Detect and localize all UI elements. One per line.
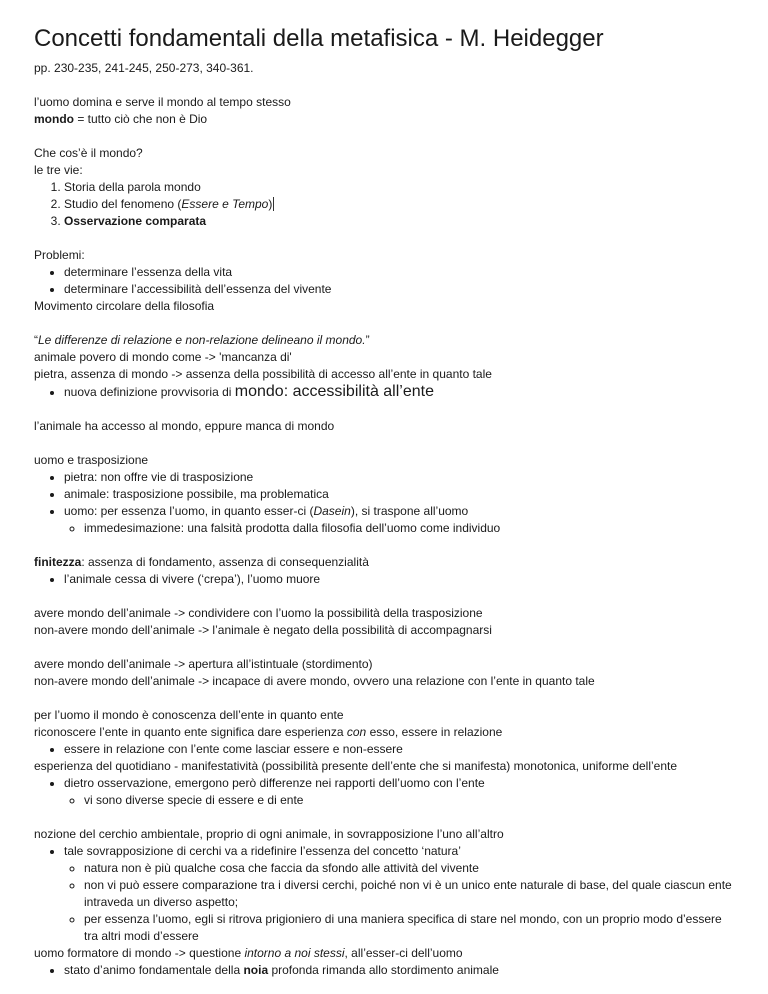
list-item: • uomo: per essenza l’uomo, in quanto esser-ci (Dasein), si traspone all’uomo ◦ immedesimazione: una falsità prodotta dalla filosofia dell’uomo come individuo (64, 503, 734, 537)
paragraph: le tre vie: (34, 163, 83, 177)
sub-list (64, 860, 734, 945)
paragraph: mondo = tutto ciò che non è Dio (34, 112, 208, 126)
bold-term: finitezza (34, 555, 82, 569)
ways-list (34, 179, 734, 230)
page-title: Concetti fondamentali della metafisica - M. Heidegger (34, 25, 604, 52)
list-item: • essere in relazione con l’ente come lasciar essere e non-essere (64, 741, 734, 758)
bullet-list (34, 775, 734, 809)
list-item: • dietro osservazione, emergono però differenze nei rapporti dell’uomo con l’ente ◦ vi sono diverse specie di essere e di ente (64, 775, 734, 809)
list-item: ◦ natura non è più qualche cosa che faccia da sfondo alle attività del vivente (84, 860, 734, 877)
paragraph: pietra, assenza di mondo -> assenza della possibilità di accesso all’ente in quanto tale (34, 367, 492, 381)
list-item: ◦ vi sono diverse specie di essere e di ente (84, 792, 734, 809)
section-heading: Problemi: (34, 248, 85, 262)
list-item: ◦ immedesimazione: una falsità prodotta dalla filosofia dell’uomo come individuo (84, 520, 734, 537)
paragraph: l’uomo domina e serve il mondo al tempo stesso (34, 95, 291, 109)
bullet-list (34, 962, 734, 979)
list-item: • nuova definizione provvisoria di mondo: accessibilità all’ente (64, 383, 734, 401)
paragraph: animale povero di mondo come -> 'mancanza di' (34, 350, 292, 364)
list-item: • pietra: non offre vie di trasposizione (64, 469, 734, 486)
bullet-list (34, 383, 734, 401)
bullet-list (34, 469, 734, 537)
bullet-list (34, 843, 734, 945)
list-item: • determinare l’essenza della vita (64, 264, 734, 281)
list-item: • stato d’animo fondamentale della noia profonda rimanda allo stordimento animale (64, 962, 734, 979)
bullet-list (34, 264, 734, 298)
paragraph: nozione del cerchio ambientale, proprio di ogni animale, in sovrapposizione l’uno all’altro (34, 827, 504, 841)
list-item: ◦ per essenza l’uomo, egli si ritrova prigioniero di una maniera specifica di stare nel mondo, con un proprio modo d’essere tra altri modi d’essere (84, 911, 734, 945)
list-item: 3. Osservazione comparata (64, 213, 734, 230)
bullet-list (34, 571, 734, 588)
paragraph: finitezza: assenza di fondamento, assenza di consequenzialità (34, 555, 369, 569)
paragraph: esperienza del quotidiano - manifestatività (possibilità presente dell’ente che si manifesta) monotonica, uniforme dell’ente (34, 759, 678, 773)
list-item: • tale sovrapposizione di cerchi va a ridefinire l’essenza del concetto ‘natura’ ◦ natura non è più qualche cosa che faccia da sfondo alle attività del vivente ◦ non vi può essere comparazione tra i diversi cerchi, poiché non vi è un unico ente naturale di base, del quale ciascun ente intraveda un diverso aspetto; ◦ per essenza l’uomo, egli si ritrova prigioniero di una maniera specifica di stare nel mondo, con un proprio modo d’essere tra altri modi d’essere (64, 843, 734, 945)
paragraph: avere mondo dell’animale -> apertura all’istintuale (stordimento) (34, 657, 373, 671)
paragraph: non-avere mondo dell’animale -> incapace di avere mondo, ovvero una relazione con l’ente in quanto tale (34, 674, 595, 688)
paragraph: avere mondo dell’animale -> condividere con l’uomo la possibilità della trasposizione (34, 606, 483, 620)
list-item: 2. Studio del fenomeno (Essere e Tempo) (64, 196, 734, 213)
bold-term: mondo (34, 112, 74, 126)
page-references: pp. 230-235, 241-245, 250-273, 340-361. (34, 61, 254, 75)
sub-list (64, 792, 734, 809)
section-heading: uomo e trasposizione (34, 453, 149, 467)
list-item: • l’animale cessa di vivere (‘crepa’), l’uomo muore (64, 571, 734, 588)
list-item: • determinare l’accessibilità dell’essenza del vivente (64, 281, 734, 298)
paragraph: non-avere mondo dell’animale -> l’animale è negato della possibilità di accompagnarsi (34, 623, 492, 637)
sub-list (64, 520, 734, 537)
paragraph: uomo formatore di mondo -> questione intorno a noi stessi, all’esser-ci dell’uomo (34, 946, 463, 960)
bullet-list (34, 741, 734, 758)
paragraph: riconoscere l’ente in quanto ente significa dare esperienza con esso, essere in relazione (34, 725, 503, 739)
list-item: 1. Storia della parola mondo (64, 179, 734, 196)
text-cursor: ) (268, 197, 273, 211)
quote: “Le differenze di relazione e non-relazione delineano il mondo.” (34, 333, 370, 347)
paragraph: per l’uomo il mondo è conoscenza dell’ente in quanto ente (34, 708, 344, 722)
question: Che cos’è il mondo? (34, 146, 143, 160)
paragraph: l’animale ha accesso al mondo, eppure manca di mondo (34, 419, 335, 433)
paragraph: Movimento circolare della filosofia (34, 299, 215, 313)
list-item: • animale: trasposizione possibile, ma problematica (64, 486, 734, 503)
list-item: ◦ non vi può essere comparazione tra i diversi cerchi, poiché non vi è un unico ente naturale di base, del quale ciascun ente intraveda un diverso aspetto; (84, 877, 734, 911)
